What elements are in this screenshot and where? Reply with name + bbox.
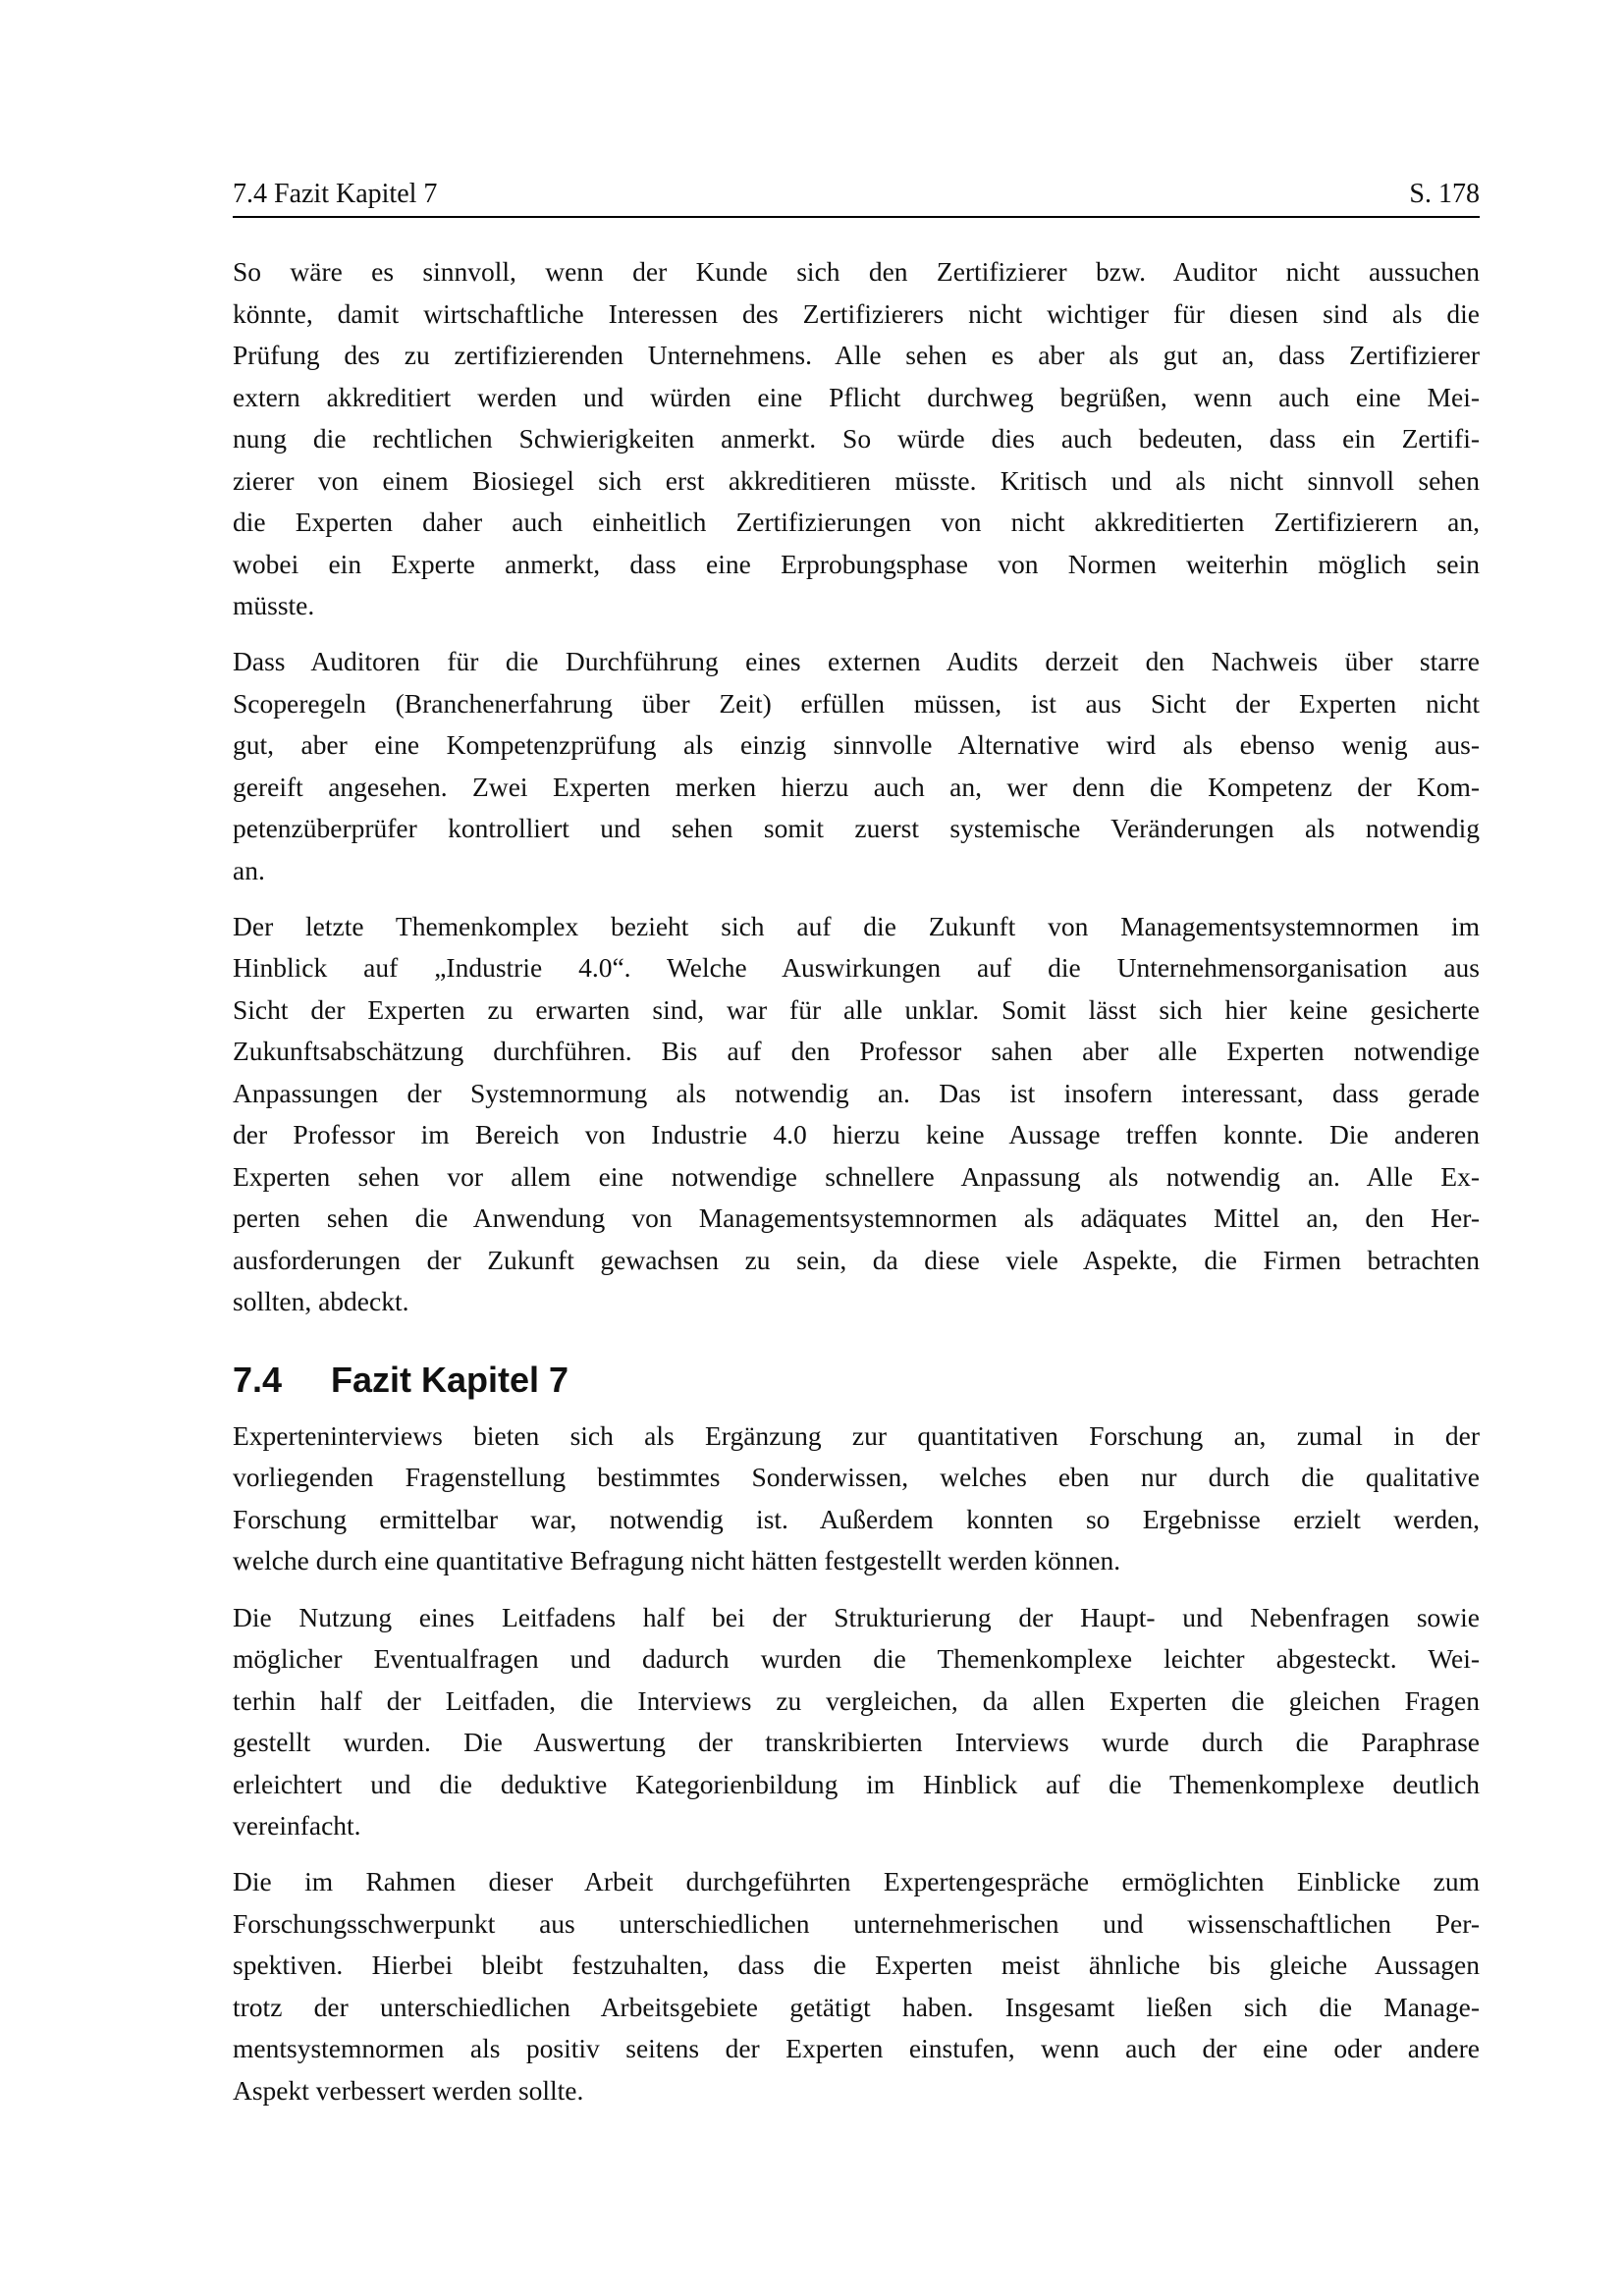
text-line: gereift angesehen. Zwei Experten merken hierzu auch an, wer denn die Kompetenz der Kom- — [233, 771, 1480, 802]
text-line: Scoperegeln (Branchenerfahrung über Zeit) erfüllen müssen, ist aus Sicht der Experten nicht — [233, 687, 1480, 719]
text-line: Forschung ermittelbar war, notwendig ist. Außerdem konnten so Ergebnisse erzielt werden, — [233, 1503, 1480, 1534]
paragraph — [233, 1597, 1480, 1847]
text-line: Die im Rahmen dieser Arbeit durchgeführten Expertengespräche ermöglichten Einblicke zum — [233, 1866, 1480, 1897]
paragraph — [233, 1415, 1480, 1582]
text-line: petenzüberprüfer kontrolliert und sehen somit zuerst systemische Veränderungen als notwendig — [233, 813, 1480, 844]
paragraph — [233, 906, 1480, 1323]
text-line: ausforderungen der Zukunft gewachsen zu sein, da diese viele Aspekte, die Firmen betrachten — [233, 1244, 1480, 1275]
text-line: sollten, abdeckt. — [233, 1286, 409, 1317]
text-line: Forschungsschwerpunkt aus unterschiedlichen unternehmerischen und wissenschaftlichen Per- — [233, 1907, 1480, 1939]
text-line: Anpassungen der Systemnormung als notwendig an. Das ist insofern interessant, dass gerade — [233, 1077, 1480, 1108]
text-line: gestellt wurden. Die Auswertung der transkribierten Interviews wurde durch die Paraphrase — [233, 1727, 1480, 1758]
section-heading — [233, 1356, 1480, 1405]
text-line: der Professor im Bereich von Industrie 4.0 hierzu keine Aussage treffen konnte. Die anderen — [233, 1119, 1480, 1150]
section-number: 7.4 — [233, 1359, 283, 1400]
text-line: an. — [233, 854, 265, 885]
text-line: Sicht der Experten zu erwarten sind, war für alle unklar. Somit lässt sich hier keine gesicherte — [233, 993, 1480, 1025]
text-line: spektiven. Hierbei bleibt festzuhalten, dass die Experten meist ähnliche bis gleiche Aussagen — [233, 1949, 1480, 1981]
text-line: zierer von einem Biosiegel sich erst akkreditieren müsste. Kritisch und als nicht sinnvoll sehen — [233, 464, 1480, 496]
text-line: trotz der unterschiedlichen Arbeitsgebiete getätigt haben. Insgesamt ließen sich die Manage- — [233, 1991, 1480, 2022]
running-header — [233, 175, 1480, 218]
text-line: könnte, damit wirtschaftliche Interessen des Zertifizierers nicht wichtiger für diesen sind als die — [233, 297, 1480, 329]
page-body — [233, 251, 1480, 2126]
header-page-number: S. 178 — [1409, 179, 1480, 209]
text-line: erleichtert und die deduktive Kategorienbildung im Hinblick auf die Themenkomplexe deutlich — [233, 1768, 1480, 1799]
text-line: gut, aber eine Kompetenzprüfung als einzig sinnvolle Alternative wird als ebenso wenig aus- — [233, 729, 1480, 761]
paragraph — [233, 641, 1480, 891]
paragraph — [233, 1861, 1480, 2111]
text-line: Dass Auditoren für die Durchführung eines externen Audits derzeit den Nachweis über starre — [233, 646, 1480, 677]
header-section-title: 7.4 Fazit Kapitel 7 — [233, 179, 438, 209]
text-line: müsste. — [233, 590, 315, 620]
text-line: vorliegenden Fragenstellung bestimmtes Sonderwissen, welches eben nur durch die qualitative — [233, 1462, 1480, 1493]
text-line: nung die rechtlichen Schwierigkeiten anmerkt. So würde dies auch bedeuten, dass ein Zertifi- — [233, 423, 1480, 454]
paragraphs-after — [233, 1415, 1480, 2111]
text-line: Aspekt verbessert werden sollte. — [233, 2074, 584, 2106]
paragraph — [233, 251, 1480, 627]
text-line: mentsystemnormen als positiv seitens der Experten einstufen, wenn auch der eine oder andere — [233, 2033, 1480, 2064]
text-line: wobei ein Experte anmerkt, dass eine Erprobungsphase von Normen weiterhin möglich sein — [233, 548, 1480, 579]
text-line: vereinfacht. — [233, 1810, 361, 1842]
text-line: Der letzte Themenkomplex bezieht sich auf die Zukunft von Managementsystemnormen im — [233, 910, 1480, 941]
text-line: extern akkreditiert werden und würden eine Pflicht durchweg begrüßen, wenn auch eine Mei- — [233, 381, 1480, 412]
text-line: Zukunftsabschätzung durchführen. Bis auf den Professor sahen aber alle Experten notwendige — [233, 1036, 1480, 1067]
paragraphs-before — [233, 251, 1480, 1323]
text-line: perten sehen die Anwendung von Managementsystemnormen als adäquates Mittel an, den Her- — [233, 1202, 1480, 1234]
text-line: Die Nutzung eines Leitfadens half bei der Strukturierung der Haupt- und Nebenfragen sowie — [233, 1601, 1480, 1632]
text-line: die Experten daher auch einheitlich Zertifizierungen von nicht akkreditierten Zertifizierern an, — [233, 507, 1480, 537]
text-line: möglicher Eventualfragen und dadurch wurden die Themenkomplexe leichter abgesteckt. Wei- — [233, 1643, 1480, 1675]
text-line: Experten sehen vor allem eine notwendige schnellere Anpassung als notwendig an. Alle Ex- — [233, 1160, 1480, 1192]
text-line: Hinblick auf „Industrie 4.0“. Welche Auswirkungen auf die Unternehmensorganisation aus — [233, 952, 1480, 984]
text-line: terhin half der Leitfaden, die Interviews zu vergleichen, da allen Experten die gleichen Fragen — [233, 1684, 1480, 1716]
text-line: Experteninterviews bieten sich als Ergänzung zur quantitativen Forschung an, zumal in der — [233, 1419, 1480, 1451]
text-line: Prüfung des zu zertifizierenden Unternehmens. Alle sehen es aber als gut an, dass Zertifizierer — [233, 340, 1480, 370]
section-title: Fazit Kapitel 7 — [331, 1359, 569, 1400]
text-line: welche durch eine quantitative Befragung nicht hätten festgestellt werden können. — [233, 1545, 1121, 1576]
text-line: So wäre es sinnvoll, wenn der Kunde sich den Zertifizierer bzw. Auditor nicht aussuchen — [233, 256, 1480, 287]
